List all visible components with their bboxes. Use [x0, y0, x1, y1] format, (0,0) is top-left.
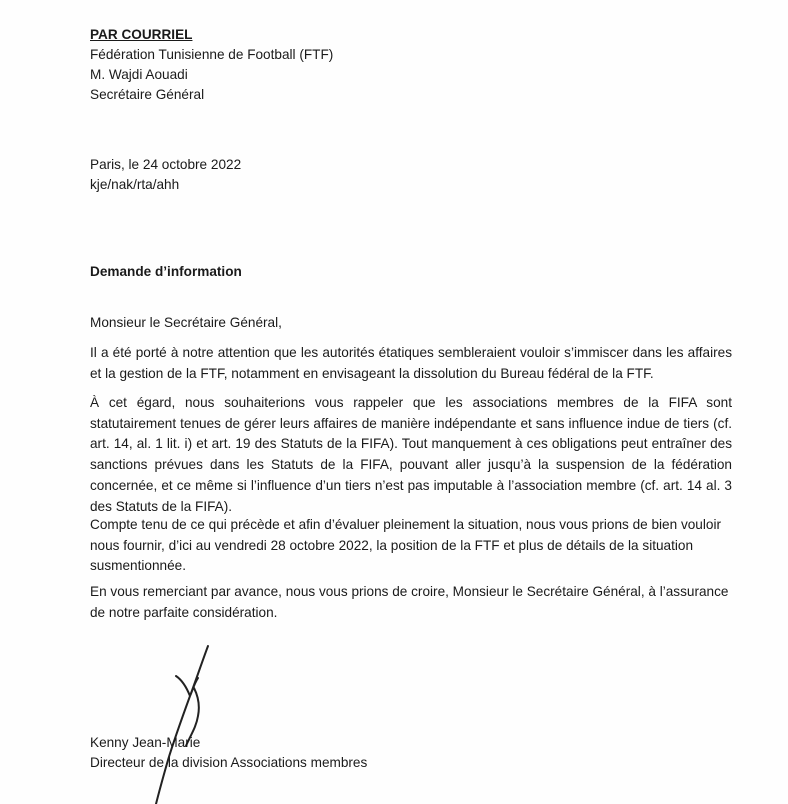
recipient-name: M. Wajdi Aouadi [90, 67, 188, 82]
paragraph-4: En vous remerciant par avance, nous vous prions de croire, Monsieur le Secrétaire Général, à l’assurance de notre parfaite considération. [90, 584, 729, 620]
place-date: Paris, le 24 octobre 2022 [90, 157, 242, 172]
signatory-title: Directeur de la division Associations membres [90, 755, 368, 770]
paragraph-3: Compte tenu de ce qui précède et afin d’évaluer pleinement la situation, nous vous prions de bien vouloir nous fournir, d’ici au vendredi 28 octobre 2022, la position de la FTF et plus de détails de la situation susmentionnée. [90, 517, 721, 574]
recipient-organization: Fédération Tunisienne de Football (FTF) [90, 47, 334, 62]
reference: kje/nak/rta/ahh [90, 177, 180, 192]
delivery-mode: PAR COURRIEL [90, 27, 193, 42]
signatory-name: Kenny Jean-Marie [90, 735, 201, 750]
paragraph-2: À cet égard, nous souhaiterions vous rappeler que les associations membres de la FIFA sont statutairement tenues de gérer leurs affaires de manière indépendante et sans influence indue de tiers (cf. art. 14, al. 1 lit. i) et art. 19 des Statuts de la FIFA). Tout manquement à ces obligations peut entraîner des sanctions prévues dans les Statuts de la FIFA, pouvant aller jusqu’à la suspension de la fédération concernée, et ce même si l’influence d’un tiers n’est pas imputable à l’association membre (cf. art. 14 al. 3 des Statuts de la FIFA). [90, 395, 732, 514]
salutation: Monsieur le Secrétaire Général, [90, 315, 282, 330]
paragraph-1: Il a été porté à notre attention que les autorités étatiques sembleraient vouloir s’immiscer dans les affaires et la gestion de la FTF, notamment en envisageant la dissolution du Bureau fédéral de la FTF. [90, 345, 732, 381]
recipient-title: Secrétaire Général [90, 87, 205, 102]
subject-line: Demande d’information [90, 264, 242, 279]
handwritten-signature [120, 628, 240, 804]
